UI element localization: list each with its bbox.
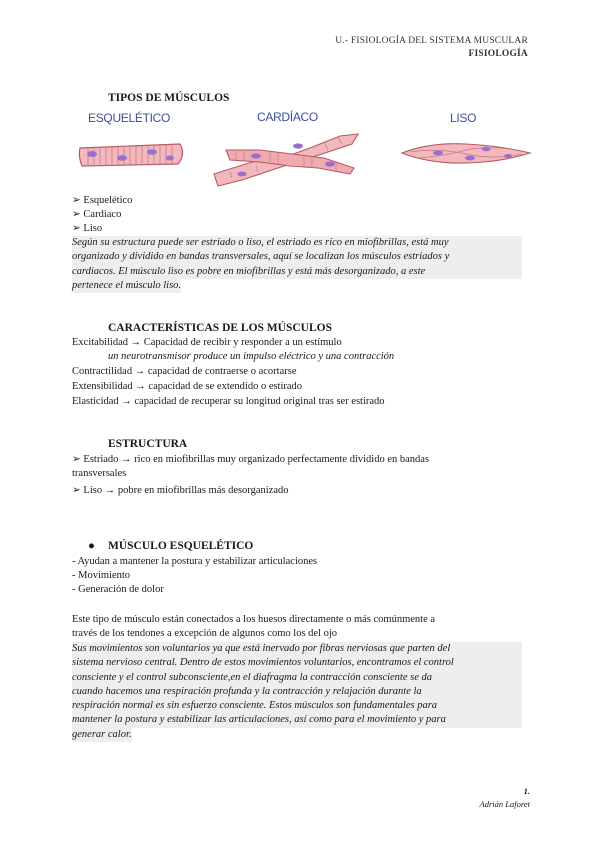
paragraph xyxy=(72,613,522,642)
label-cardiaco: CARDÍACO xyxy=(257,110,318,124)
note-line: cuando hacemos una respiración profunda y la contracción y relajación durante la xyxy=(72,685,522,699)
text-line: Extensibilidad → capacidad de se extendido o estirado xyxy=(72,381,303,392)
list-item: - Movimiento xyxy=(72,570,131,581)
paragraph-line: través de los tendones a excepción de algunos como los del ojo xyxy=(72,628,338,640)
note-line: Sus movimientos son voluntarios ya que está inervado por fibras nerviosas que parten del xyxy=(72,642,522,656)
label-liso: LISO xyxy=(450,111,477,125)
text-line: ➢ Liso → pobre en miofibrillas más desorganizado xyxy=(72,485,289,496)
header-course: U.- FISIOLOGÍA DEL SISTEMA MUSCULAR xyxy=(335,36,528,46)
note-line: cardiacos. El músculo liso es pobre en miofibrillas y está más desorganizado, a este xyxy=(72,265,522,279)
skeletal-muscle-illustration xyxy=(74,136,194,174)
smooth-muscle-illustration xyxy=(400,138,532,168)
note-estructura xyxy=(72,236,522,293)
note-line: Según su estructura puede ser estriado o liso, el estriado es rico en miofibrillas, está muy xyxy=(72,236,522,250)
text-line: transversales xyxy=(72,468,127,479)
text-line: Elasticidad → capacidad de recuperar su longitud original tras ser estirado xyxy=(72,396,385,407)
page-number: 1. xyxy=(523,786,530,796)
title-caracteristicas: CARACTERÍSTICAS DE LOS MÚSCULOS xyxy=(108,322,332,334)
section-title: MÚSCULO ESQUELÉTICO xyxy=(108,540,254,552)
label-esqueletico: ESQUELÉTICO xyxy=(88,111,171,125)
text-line: un neurotransmisor produce un impulso eléctrico y una contracción xyxy=(108,351,395,362)
cardiac-muscle-illustration xyxy=(212,128,362,190)
bullet: ● xyxy=(88,540,95,552)
note-line: generar calor. xyxy=(72,728,132,742)
note-voluntarios xyxy=(72,642,522,742)
text-line: ➢ Estriado → rico en miofibrillas muy organizado perfectamente dividido en bandas xyxy=(72,454,430,465)
list-item: ➢ Liso xyxy=(72,223,103,234)
note-line: organizado y dividido en bandas transversales, aquí se localizan los músculos estriados y xyxy=(72,250,522,264)
list-item: ➢ Esquelético xyxy=(72,195,133,206)
header-subject: FISIOLOGÍA xyxy=(468,49,528,59)
text-line: Contractilidad → capacidad de contraerse o acortarse xyxy=(72,366,297,377)
note-line: consciente y el control subconsciente,en el diafragma la contracción consciente se da xyxy=(72,671,522,685)
title-tipos-musculos: TIPOS DE MÚSCULOS xyxy=(108,92,230,104)
list-item: - Ayudan a mantener la postura y estabilizar articulaciones xyxy=(72,556,318,567)
note-line: pertenece el músculo liso. xyxy=(72,279,181,293)
title-estructura: ESTRUCTURA xyxy=(108,438,188,450)
list-item: ➢ Cardiaco xyxy=(72,209,122,220)
note-line: sistema nervioso central. Dentro de estos movimientos voluntarios, encontramos el control xyxy=(72,656,522,670)
author: Adrián Laforet xyxy=(479,799,530,809)
note-line: mantener la postura y estabilizar las articulaciones, así como para el movimiento y para xyxy=(72,713,522,727)
note-line: respiración normal es sin esfuerzo consciente. Estos músculos son fundamentales para xyxy=(72,699,522,713)
title-musculo-esqueletico xyxy=(88,540,253,552)
paragraph-line: Este tipo de músculo están conectados a los huesos directamente o más comúnmente a xyxy=(72,614,436,625)
list-item: - Generación de dolor xyxy=(72,584,164,595)
text-line: Excitabilidad → Capacidad de recibir y responder a un estímulo xyxy=(72,337,342,348)
